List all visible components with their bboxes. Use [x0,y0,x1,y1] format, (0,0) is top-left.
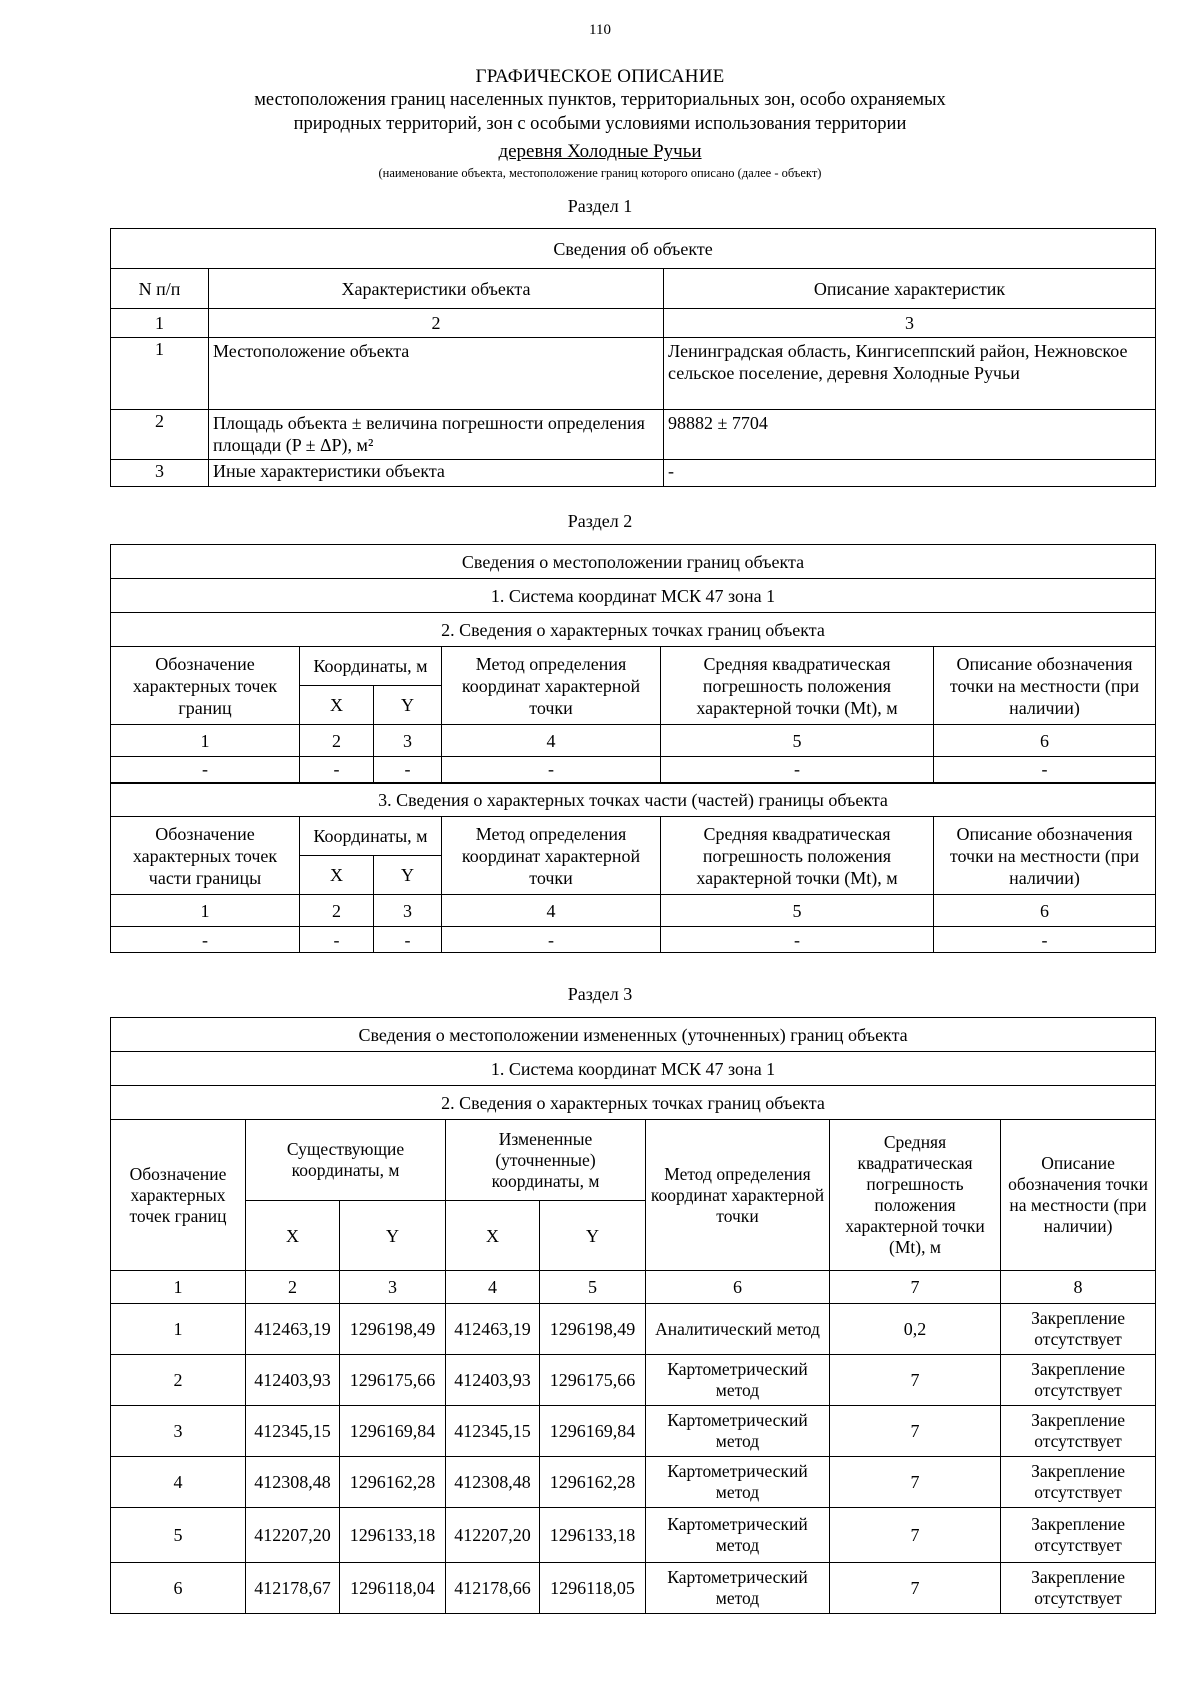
section1-table [110,228,1156,487]
changed-y: 1296175,66 [540,1355,646,1406]
col-number: 8 [1001,1271,1156,1304]
section3-rows [111,1304,1156,1614]
changed-x: 412207,20 [446,1508,540,1563]
point-number: 2 [111,1355,246,1406]
existing-y: 1296198,49 [340,1304,446,1355]
empty-cell: - [300,757,374,783]
coords-header: Координаты, м [300,647,442,686]
empty-cell: - [661,927,934,953]
empty-cell: - [661,757,934,783]
table-row [111,1304,1156,1355]
section1-table-title: Сведения об объекте [111,229,1156,269]
error-value: 7 [830,1406,1001,1457]
changed-y: 1296198,49 [540,1304,646,1355]
existing-x: 412463,19 [246,1304,340,1355]
existing-y: 1296175,66 [340,1355,446,1406]
description-value: Закрепление отсутствует [1001,1355,1156,1406]
existing-coords-header: Существующие координаты, м [246,1120,446,1201]
characteristic-value: Ленинградская область, Кингисеппский район, Нежновское сельское поселение, деревня Холодные Ручьи [664,338,1156,410]
col-number: 4 [446,1271,540,1304]
changed-y: 1296169,84 [540,1406,646,1457]
col-header: Описание характеристик [664,269,1156,309]
method-header: Метод определения координат характерной точки [442,647,661,725]
designation-header: Обозначение характерных точек границ [111,647,300,725]
col-number: 7 [830,1271,1001,1304]
col-number: 6 [646,1271,830,1304]
object-name [0,141,1200,163]
col-header: Характеристики объекта [209,269,664,309]
col-number: 4 [442,725,661,757]
col-number: 5 [661,895,934,927]
col-header: N п/п [111,269,209,309]
point-number: 3 [111,1406,246,1457]
method-header: Метод определения координат характерной точки [442,817,661,895]
document-title: ГРАФИЧЕСКОЕ ОПИСАНИЕ [475,66,725,87]
x-header: X [300,686,374,725]
characteristic-value: - [664,460,1156,487]
object-name-text: деревня Холодные Ручьи [498,141,702,162]
changed-y: 1296118,05 [540,1563,646,1614]
page-number: 110 [589,22,611,38]
col-number: 2 [300,895,374,927]
error-value: 0,2 [830,1304,1001,1355]
object-note: (наименование объекта, местоположение границ которого описано (далее - объект) [378,166,822,180]
col-number: 6 [934,725,1156,757]
error-value: 7 [830,1457,1001,1508]
col-number: 3 [374,895,442,927]
changed-y: 1296162,28 [540,1457,646,1508]
col-number: 2 [300,725,374,757]
existing-y: 1296162,28 [340,1457,446,1508]
error-value: 7 [830,1508,1001,1563]
section2-label: Раздел 2 [567,511,633,531]
table-row [111,1457,1156,1508]
changed-x: 412308,48 [446,1457,540,1508]
designation-header: Обозначение характерных точек границ [111,1120,246,1271]
existing-y: 1296118,04 [340,1563,446,1614]
changed-x: 412403,93 [446,1355,540,1406]
description-header: Описание обозначения точки на местности (при наличии) [934,817,1156,895]
part2-title: 2. Сведения о характерных точках границ объекта [111,1086,1156,1120]
y-header: Y [340,1201,446,1271]
empty-cell: - [374,757,442,783]
error-value: 7 [830,1563,1001,1614]
error-header: Средняя квадратическая погрешность положения характерной точки (Mt), м [661,817,934,895]
col-number: 1 [111,1271,246,1304]
existing-x: 412207,20 [246,1508,340,1563]
row-number: 1 [111,338,209,410]
empty-cell: - [442,927,661,953]
point-number: 5 [111,1508,246,1563]
empty-cell: - [300,927,374,953]
changed-x: 412178,66 [446,1563,540,1614]
method-value: Картометрический метод [646,1406,830,1457]
existing-x: 412178,67 [246,1563,340,1614]
empty-cell: - [111,757,300,783]
point-number: 4 [111,1457,246,1508]
table-row [111,1406,1156,1457]
col-number: 3 [374,725,442,757]
document-subtitle-line2: природных территорий, зон с особыми условиями использования территории [293,114,907,134]
existing-x: 412403,93 [246,1355,340,1406]
method-value: Аналитический метод [646,1304,830,1355]
description-value: Закрепление отсутствует [1001,1457,1156,1508]
section2-table [110,544,1156,953]
error-header: Средняя квадратическая погрешность положения характерной точки (Mt), м [830,1120,1001,1271]
characteristic-name: Местоположение объекта [209,338,664,410]
existing-y: 1296133,18 [340,1508,446,1563]
y-header: Y [540,1201,646,1271]
empty-cell: - [934,757,1156,783]
col-number: 2 [209,309,664,338]
changed-y: 1296133,18 [540,1508,646,1563]
table-row [111,1508,1156,1563]
coord-system: 1. Система координат МСК 47 зона 1 [111,1052,1156,1086]
col-number: 3 [340,1271,446,1304]
changed-coords-header: Измененные (уточненные) координаты, м [446,1120,646,1201]
col-number: 3 [664,309,1156,338]
empty-cell: - [934,927,1156,953]
section3-table [110,1017,1156,1614]
description-value: Закрепление отсутствует [1001,1406,1156,1457]
method-value: Картометрический метод [646,1563,830,1614]
error-value: 7 [830,1355,1001,1406]
x-header: X [300,856,374,895]
point-number: 1 [111,1304,246,1355]
section3-table-title: Сведения о местоположении измененных (уточненных) границ объекта [111,1018,1156,1052]
existing-y: 1296169,84 [340,1406,446,1457]
characteristic-name: Иные характеристики объекта [209,460,664,487]
row-number: 3 [111,460,209,487]
coord-system: 1. Система координат МСК 47 зона 1 [111,579,1156,613]
section1-label: Раздел 1 [567,196,633,216]
existing-x: 412308,48 [246,1457,340,1508]
description-value: Закрепление отсутствует [1001,1563,1156,1614]
description-header: Описание обозначения точки на местности (при наличии) [934,647,1156,725]
col-number: 1 [111,725,300,757]
y-header: Y [374,686,442,725]
empty-cell: - [442,757,661,783]
table-row [111,1563,1156,1614]
empty-cell: - [111,927,300,953]
row-number: 2 [111,410,209,460]
document-subtitle-line1: местоположения границ населенных пунктов, территориальных зон, особо охраняемых [254,90,946,110]
section3-label: Раздел 3 [567,984,633,1004]
method-value: Картометрический метод [646,1508,830,1563]
coords-header: Координаты, м [300,817,442,856]
col-number: 6 [934,895,1156,927]
description-value: Закрепление отсутствует [1001,1508,1156,1563]
method-header: Метод определения координат характерной точки [646,1120,830,1271]
existing-x: 412345,15 [246,1406,340,1457]
point-number: 6 [111,1563,246,1614]
y-header: Y [374,856,442,895]
description-value: Закрепление отсутствует [1001,1304,1156,1355]
characteristic-value: 98882 ± 7704 [664,410,1156,460]
method-value: Картометрический метод [646,1355,830,1406]
col-number: 5 [661,725,934,757]
error-header: Средняя квадратическая погрешность положения характерной точки (Mt), м [661,647,934,725]
part2-title: 2. Сведения о характерных точках границ объекта [111,613,1156,647]
section2-table-title: Сведения о местоположении границ объекта [111,545,1156,579]
x-header: X [446,1201,540,1271]
col-number: 5 [540,1271,646,1304]
changed-x: 412345,15 [446,1406,540,1457]
col-number: 2 [246,1271,340,1304]
characteristic-name: Площадь объекта ± величина погрешности определения площади (P ± ΔP), м² [209,410,664,460]
col-number: 1 [111,895,300,927]
description-header: Описание обозначения точки на местности (при наличии) [1001,1120,1156,1271]
method-value: Картометрический метод [646,1457,830,1508]
col-number: 1 [111,309,209,338]
changed-x: 412463,19 [446,1304,540,1355]
empty-cell: - [374,927,442,953]
col-number: 4 [442,895,661,927]
x-header: X [246,1201,340,1271]
designation-header: Обозначение характерных точек части границы [111,817,300,895]
table-row [111,1355,1156,1406]
part3-title: 3. Сведения о характерных точках части (частей) границы объекта [111,783,1156,817]
